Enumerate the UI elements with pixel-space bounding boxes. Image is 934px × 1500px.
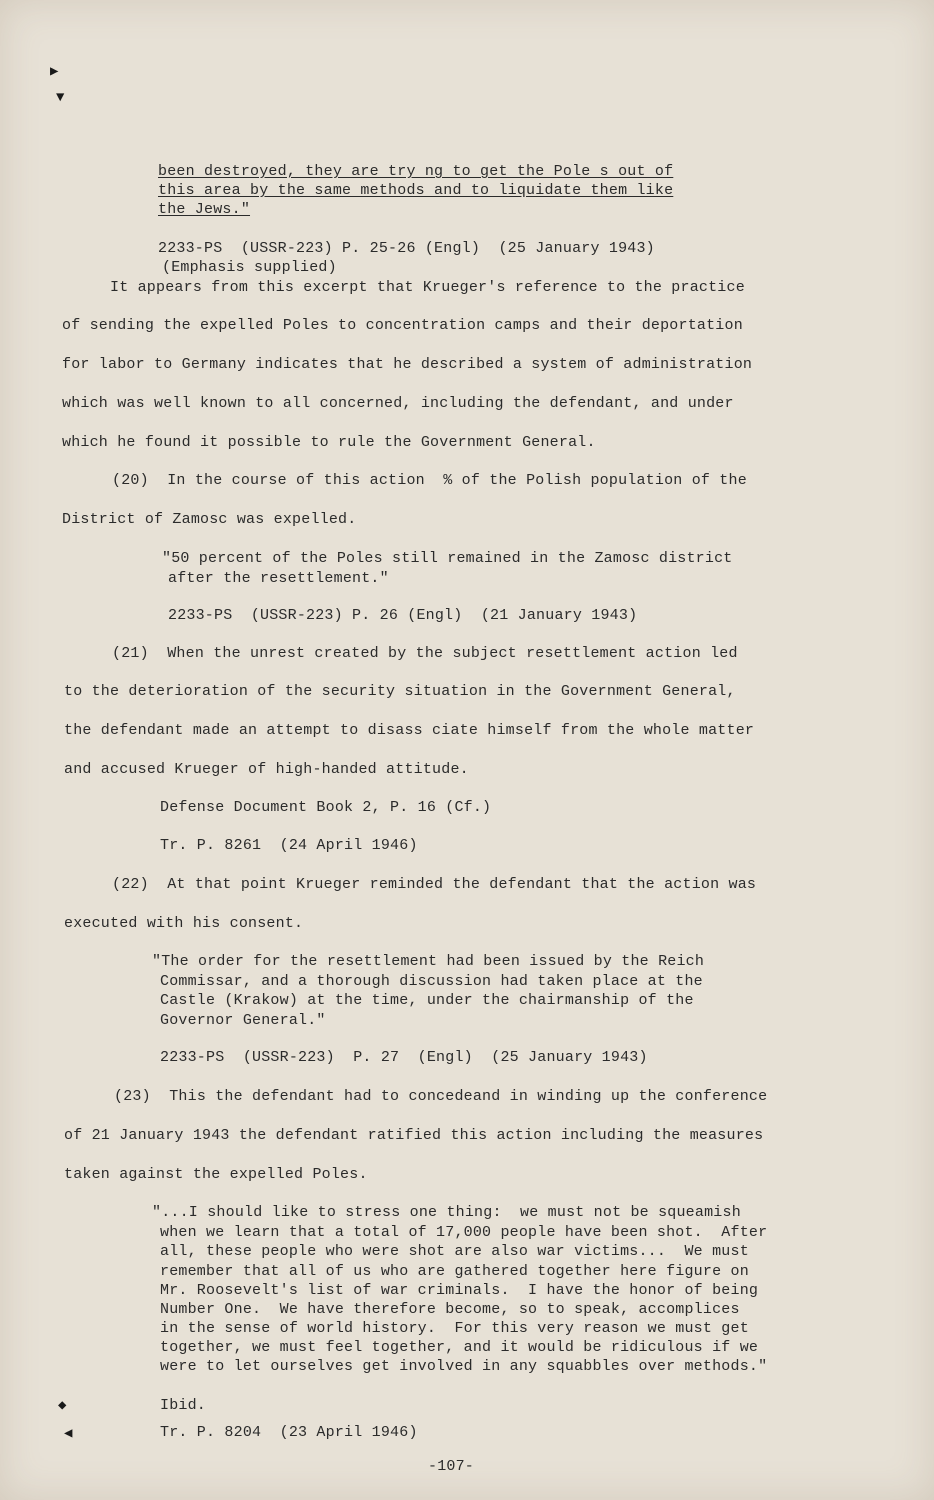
punch-mark-icon: ◆: [58, 1398, 67, 1414]
paragraph-line: of sending the expelled Poles to concentration camps and their deportation: [62, 317, 743, 334]
citation: 2233-PS (USSR-223) P. 26 (Engl) (21 January 1943): [168, 607, 638, 624]
paragraph-line: executed with his consent.: [64, 915, 304, 932]
quote-line: the Jews.": [158, 201, 251, 218]
paragraph-line: of 21 January 1943 the defendant ratified this action including the measures: [64, 1127, 764, 1144]
citation: 2233-PS (USSR-223) P. 27 (Engl) (25 January 1943): [160, 1049, 648, 1066]
paragraph-line: and accused Krueger of high-handed attitude.: [64, 761, 469, 778]
quote-line: "50 percent of the Poles still remained in the Zamosc district: [162, 550, 733, 567]
quote-line: Commissar, and a thorough discussion had taken place at the: [160, 973, 703, 990]
citation: Tr. P. 8261 (24 April 1946): [160, 837, 418, 854]
quote-line: when we learn that a total of 17,000 people have been shot. After: [160, 1224, 768, 1241]
punch-mark-icon: ▼: [56, 90, 65, 106]
paragraph-line: the defendant made an attempt to disass ciate himself from the whole matter: [64, 722, 755, 739]
paragraph-line: for labor to Germany indicates that he described a system of administration: [62, 356, 753, 373]
quote-line: after the resettlement.": [168, 570, 389, 587]
paragraph-line: (23) This the defendant had to concedeand in winding up the conference: [114, 1088, 768, 1105]
quote-line: "...I should like to stress one thing: we must not be squeamish: [152, 1204, 741, 1221]
quote-line: all, these people who were shot are also war victims... We must: [160, 1243, 749, 1260]
paragraph-line: District of Zamosc was expelled.: [62, 511, 357, 528]
punch-mark-icon: ▶: [50, 64, 59, 80]
page-number: -107-: [428, 1458, 475, 1475]
paragraph-line: which was well known to all concerned, including the defendant, and under: [62, 395, 734, 412]
quote-line: in the sense of world history. For this very reason we must get: [160, 1320, 749, 1337]
paragraph-line: to the deterioration of the security situation in the Government General,: [64, 683, 736, 700]
quote-line: this area by the same methods and to liquidate them like: [158, 182, 674, 199]
quote-line: Mr. Roosevelt's list of war criminals. I have the honor of being: [160, 1282, 759, 1299]
citation: Ibid.: [160, 1397, 207, 1414]
quote-line: "The order for the resettlement had been issued by the Reich: [152, 953, 705, 970]
citation: Tr. P. 8204 (23 April 1946): [160, 1424, 418, 1441]
quote-line: Number One. We have therefore become, so to speak, accomplices: [160, 1301, 740, 1318]
paragraph-line: which he found it possible to rule the Government General.: [62, 434, 596, 451]
quote-line: Castle (Krakow) at the time, under the chairmanship of the: [160, 992, 694, 1009]
citation-note: (Emphasis supplied): [162, 259, 337, 276]
citation: 2233-PS (USSR-223) P. 25-26 (Engl) (25 January 1943): [158, 240, 655, 257]
quote-line: were to let ourselves get involved in any squabbles over methods.": [160, 1358, 768, 1375]
paragraph-line: (20) In the course of this action % of the Polish population of the: [112, 472, 747, 489]
quote-line: remember that all of us who are gathered together here figure on: [160, 1263, 749, 1280]
quote-line: together, we must feel together, and it would be ridiculous if we: [160, 1339, 759, 1356]
paragraph-line: (22) At that point Krueger reminded the defendant that the action was: [112, 876, 757, 893]
paragraph-line: (21) When the unrest created by the subject resettlement action led: [112, 645, 738, 662]
quote-line: been destroyed, they are try ng to get the Pole s out of: [158, 163, 674, 180]
citation: Defense Document Book 2, P. 16 (Cf.): [160, 799, 492, 816]
paragraph-line: taken against the expelled Poles.: [64, 1166, 368, 1183]
punch-mark-icon: ◀: [64, 1426, 73, 1442]
paragraph-line: It appears from this excerpt that Krueger's reference to the practice: [110, 279, 745, 296]
quote-line: Governor General.": [160, 1012, 326, 1029]
